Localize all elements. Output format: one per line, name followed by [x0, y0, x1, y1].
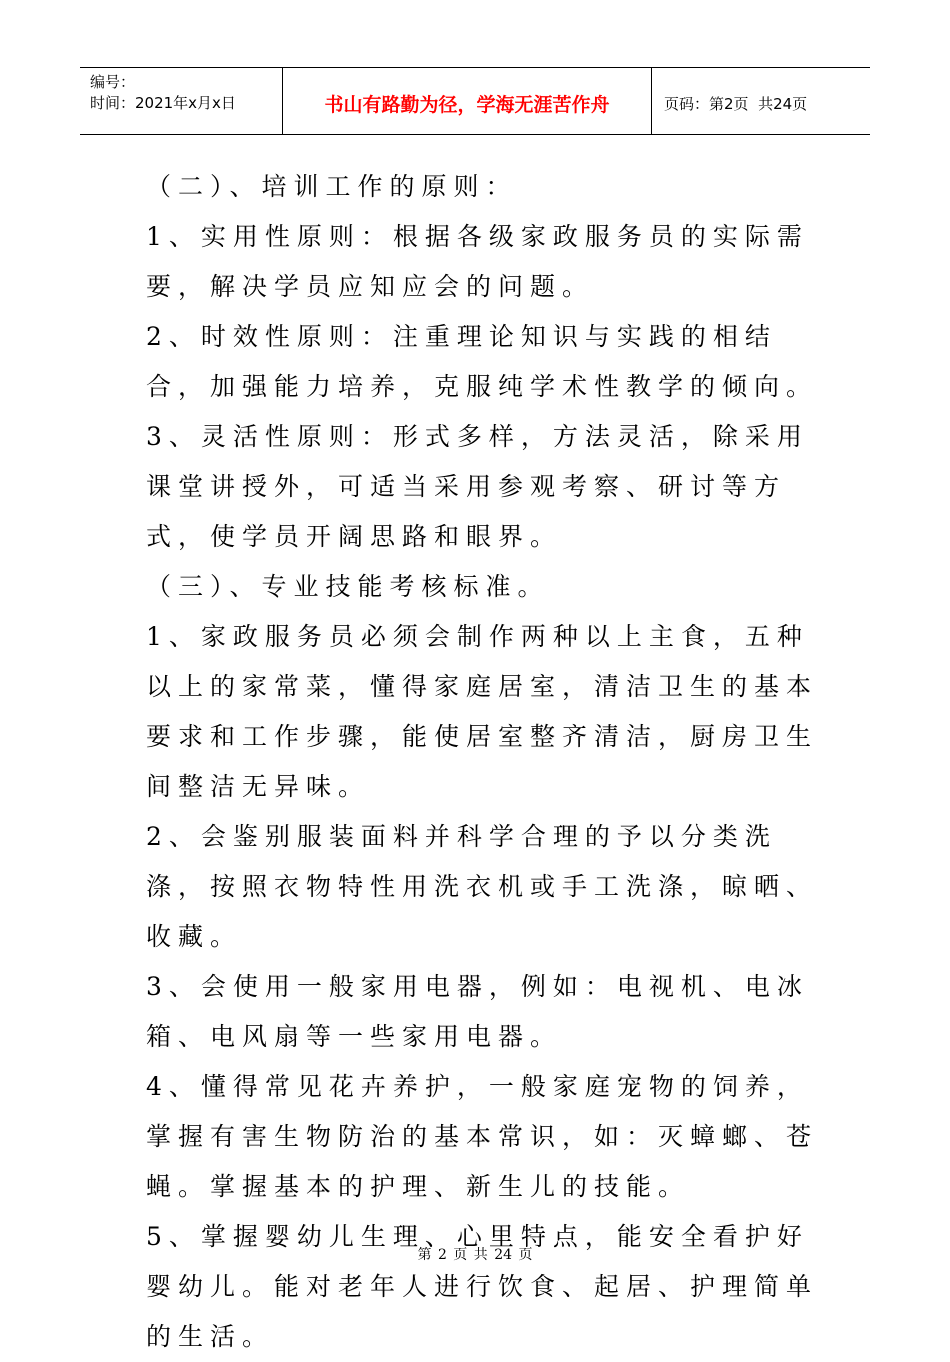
paragraph: 2、会鉴别服装面料并科学合理的予以分类洗涤，按照衣物特性用洗衣机或手工洗涤，晾晒、收藏。: [146, 822, 819, 951]
paragraph: 1、实用性原则：根据各级家政服务员的实际需要，解决学员应知应会的问题。: [146, 222, 809, 301]
document-number-label: 编号：: [90, 73, 136, 91]
section-heading: （三）、专业技能考核标准。: [146, 572, 550, 601]
document-body: [146, 162, 818, 1362]
page-info-text: 页码：第2页 共24页: [664, 94, 808, 113]
paragraph: 3、会使用一般家用电器，例如：电视机、电冰箱、电风扇等一些家用电器。: [146, 972, 809, 1051]
page-header: [80, 67, 870, 135]
document-date: 时间：2021年x月x日: [90, 94, 236, 112]
paragraph: 4、懂得常见花卉养护，一般家庭宠物的饲养，掌握有害生物防治的基本常识，如：灭蟑螂、苍蝇。掌握基本的护理、新生儿的技能。: [146, 1072, 819, 1201]
header-meta: [80, 68, 282, 134]
paragraph: 2、时效性原则：注重理论知识与实践的相结合，加强能力培养，克服纯学术性教学的倾向。: [146, 322, 819, 401]
header-motto: 书山有路勤为径，学海无涯苦作舟: [282, 68, 652, 134]
section-heading: （二）、培训工作的原则：: [146, 172, 518, 201]
page-footer: 第 2 页 共 24 页: [417, 1247, 533, 1263]
header-page-info: [652, 68, 870, 134]
paragraph: 5、掌握婴幼儿生理、心里特点，能安全看护好婴幼儿。能对老年人进行饮食、起居、护理简单的生活。: [146, 1222, 819, 1351]
paragraph: 3、灵活性原则：形式多样，方法灵活，除采用课堂讲授外，可适当采用参观考察、研讨等方式，使学员开阔思路和眼界。: [146, 422, 809, 551]
paragraph: 1、家政服务员必须会制作两种以上主食，五种以上的家常菜，懂得家庭居室，清洁卫生的基本要求和工作步骤，能使居室整齐清洁，厨房卫生间整洁无异味。: [146, 622, 819, 801]
